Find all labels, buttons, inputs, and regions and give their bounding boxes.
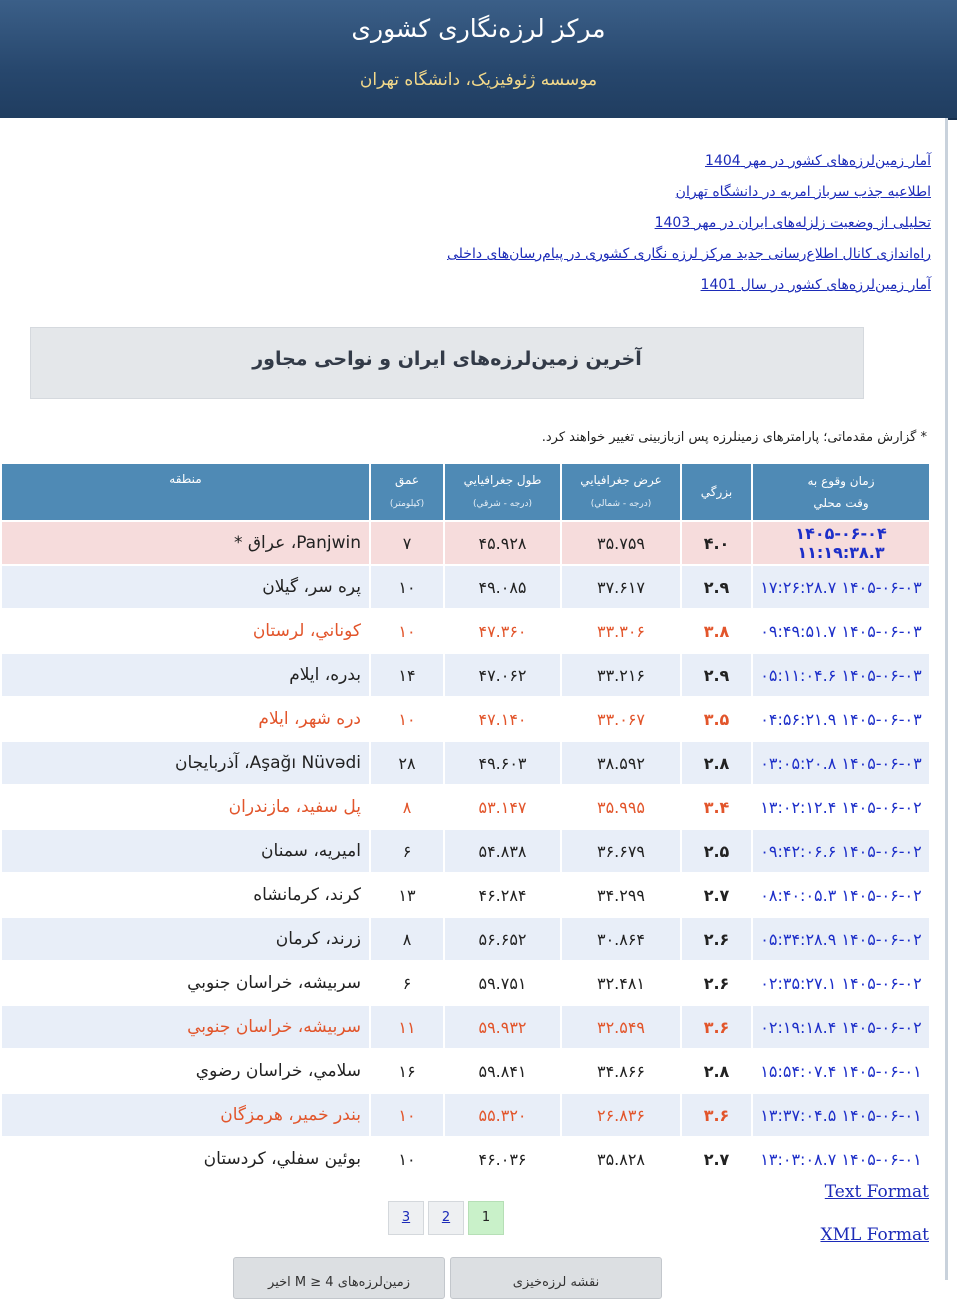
- cell-mag: ۲.۶: [682, 962, 751, 1004]
- cell-time: ۱۴۰۵-۰۶-۰۳ ۰۵:۱۱:۰۴.۶: [753, 654, 929, 696]
- col-depth-header: [371, 464, 443, 520]
- table-row[interactable]: [2, 962, 929, 1004]
- cell-lon: ۴۶.۲۸۴: [445, 874, 560, 916]
- cell-lat: ۲۶.۸۳۶: [562, 1094, 680, 1136]
- news-link[interactable]: تحلیلی از وضعیت زلزله‌های ایران در مهر 1403: [654, 215, 931, 231]
- table-row[interactable]: [2, 1094, 929, 1136]
- cell-mag: ۲.۷: [682, 1138, 751, 1180]
- cell-mag: ۲.۹: [682, 566, 751, 608]
- site-subtitle: موسسه ژئوفیزیک، دانشگاه تهران: [359, 70, 598, 90]
- col-region-header: [2, 464, 369, 520]
- header-unit: (درجه - شمالي): [590, 499, 652, 509]
- cell-mag: ۴.۰: [682, 522, 751, 564]
- cell-depth: ۱۰: [371, 1094, 443, 1136]
- cell-time: ۱۴۰۵-۰۶-۰۲ ۰۸:۴۰:۰۵.۳: [753, 874, 929, 916]
- cell-mag: ۲.۸: [682, 1050, 751, 1092]
- cell-lon: ۴۵.۹۲۸: [445, 522, 560, 564]
- cell-depth: ۱۴: [371, 654, 443, 696]
- cell-region: بوئين سفلي، كردستان: [2, 1138, 369, 1180]
- cell-depth: ۸: [371, 918, 443, 960]
- cell-lon: ۵۹.۷۵۱: [445, 962, 560, 1004]
- cell-time: ۱۴۰۵-۰۶-۰۲ ۰۲:۳۵:۲۷.۱: [753, 962, 929, 1004]
- cell-time: ۱۴۰۵-۰۶-۰۱ ۱۵:۵۴:۰۷.۴: [753, 1050, 929, 1092]
- header-label: عمق: [394, 473, 420, 487]
- cell-lon: ۴۷.۱۴۰: [445, 698, 560, 740]
- cell-region: سلامي، خراسان رضوي: [2, 1050, 369, 1092]
- cell-region: سربيشه، خراسان جنوبي: [2, 1006, 369, 1048]
- cell-depth: ۱۱: [371, 1006, 443, 1048]
- cell-depth: ۱۶: [371, 1050, 443, 1092]
- cell-lat: ۳۲.۵۴۹: [562, 1006, 680, 1048]
- preliminary-note: * گزارش مقدماتی؛ پارامترهای زمینلرزه پس ازبازبینی تغییر خواهند کرد.: [541, 430, 927, 445]
- header-label: وقت محلي: [813, 496, 869, 510]
- news-link[interactable]: راه‌اندازی کانال اطلاع‌رسانی جدید مرکز لرزه نگاری کشوری در پیام‌رسان‌های داخلی: [447, 246, 931, 262]
- section-title: آخرین زمین‌لرزه‌های ایران و نواحی مجاور: [252, 348, 642, 370]
- table-row[interactable]: [2, 1050, 929, 1092]
- cell-lat: ۳۳.۳۰۶: [562, 610, 680, 652]
- cell-depth: ۷: [371, 522, 443, 564]
- cell-region: كوناني، لرستان: [2, 610, 369, 652]
- text-format-link[interactable]: Text Format: [824, 1182, 929, 1202]
- news-links: [447, 146, 931, 301]
- cell-time: ۱۴۰۵-۰۶-۰۳ ۰۳:۰۵:۲۰.۸: [753, 742, 929, 784]
- cell-time: ۱۴۰۵-۰۶-۰۳ ۱۷:۲۶:۲۸.۷: [753, 566, 929, 608]
- pagination: [388, 1201, 504, 1235]
- cell-time: ۱۴۰۵-۰۶-۰۲ ۰۹:۴۲:۰۶.۶: [753, 830, 929, 872]
- cell-depth: ۲۸: [371, 742, 443, 784]
- table-row[interactable]: [2, 522, 929, 564]
- cell-region: بندر خمير، هرمزگان: [2, 1094, 369, 1136]
- page-2-link[interactable]: 2: [428, 1201, 464, 1235]
- cell-lon: ۵۹.۸۴۱: [445, 1050, 560, 1092]
- cell-time: ۱۴۰۵-۰۶-۰۱ ۱۳:۳۷:۰۴.۵: [753, 1094, 929, 1136]
- cell-lat: ۳۳.۲۱۶: [562, 654, 680, 696]
- cell-region: دره شهر، ايلام: [2, 698, 369, 740]
- col-mag-header: [682, 464, 751, 520]
- header-label: بزرگي: [700, 485, 733, 499]
- cell-region: كرند، كرمانشاه: [2, 874, 369, 916]
- cell-depth: ۱۰: [371, 698, 443, 740]
- cell-region: سربيشه، خراسان جنوبي: [2, 962, 369, 1004]
- cell-mag: ۳.۶: [682, 1006, 751, 1048]
- cell-depth: ۱۰: [371, 566, 443, 608]
- table-row[interactable]: [2, 1138, 929, 1180]
- cell-lon: ۴۷.۳۶۰: [445, 610, 560, 652]
- table-row[interactable]: [2, 742, 929, 784]
- cell-mag: ۳.۵: [682, 698, 751, 740]
- xml-format-link[interactable]: XML Format: [820, 1225, 929, 1245]
- cell-lat: ۳۸.۵۹۲: [562, 742, 680, 784]
- table-row[interactable]: [2, 566, 929, 608]
- cell-depth: ۸: [371, 786, 443, 828]
- cell-mag: ۲.۹: [682, 654, 751, 696]
- cell-lat: ۳۶.۶۷۹: [562, 830, 680, 872]
- cell-region: اميريه، سمنان: [2, 830, 369, 872]
- cell-depth: ۶: [371, 830, 443, 872]
- header-label: طول جغرافيايي: [463, 473, 542, 487]
- cell-mag: ۳.۸: [682, 610, 751, 652]
- cell-lon: ۵۵.۳۲۰: [445, 1094, 560, 1136]
- cell-mag: ۳.۶: [682, 1094, 751, 1136]
- cell-depth: ۶: [371, 962, 443, 1004]
- cell-time: ۱۴۰۵-۰۶-۰۴ ۱۱:۱۹:۳۸.۳: [753, 522, 929, 564]
- cell-depth: ۱۰: [371, 610, 443, 652]
- table-header-row: [2, 464, 929, 520]
- header-label: زمان وقوع به: [807, 474, 875, 488]
- main-content: [0, 118, 948, 1290]
- cell-lon: ۵۶.۶۵۲: [445, 918, 560, 960]
- news-link[interactable]: آمار زمین‌لرزه‌های کشور در مهر 1404: [705, 153, 931, 169]
- cell-lon: ۴۹.۰۸۵: [445, 566, 560, 608]
- cell-region: Panjwin، عراق *: [2, 522, 369, 564]
- earthquake-table: [0, 462, 931, 1182]
- cell-time: ۱۴۰۵-۰۶-۰۱ ۱۳:۰۳:۰۸.۷: [753, 1138, 929, 1180]
- cell-mag: ۲.۵: [682, 830, 751, 872]
- cell-lat: ۳۳.۰۶۷: [562, 698, 680, 740]
- news-link[interactable]: اطلاعیه جذب سرباز امریه در دانشگاه تهران: [675, 184, 931, 200]
- cell-lat: ۳۵.۸۲۸: [562, 1138, 680, 1180]
- site-header: [0, 0, 957, 120]
- cell-lat: ۳۷.۶۱۷: [562, 566, 680, 608]
- table-row[interactable]: [2, 1006, 929, 1048]
- site-title: مرکز لرزه‌نگاری کشوری: [351, 14, 606, 43]
- header-label: عرض جغرافيايي: [580, 473, 662, 487]
- cell-lat: ۳۴.۲۹۹: [562, 874, 680, 916]
- recent-m4-button[interactable]: زمین‌لرزه‌های M ≥ 4 اخیر: [233, 1257, 445, 1299]
- table-row[interactable]: [2, 786, 929, 828]
- col-lat-header: [562, 464, 680, 520]
- news-link[interactable]: آمار زمین‌لرزه‌های کشور در سال 1401: [700, 277, 931, 293]
- cell-mag: ۲.۷: [682, 874, 751, 916]
- cell-lon: ۴۷.۰۶۲: [445, 654, 560, 696]
- table-row[interactable]: [2, 698, 929, 740]
- cell-lat: ۳۰.۸۶۴: [562, 918, 680, 960]
- cell-time: ۱۴۰۵-۰۶-۰۲ ۰۵:۳۴:۲۸.۹: [753, 918, 929, 960]
- cell-lon: ۵۳.۱۴۷: [445, 786, 560, 828]
- table-row[interactable]: [2, 610, 929, 652]
- cell-mag: ۲.۶: [682, 918, 751, 960]
- header-unit: (كيلومتر): [389, 499, 425, 509]
- page-1-current[interactable]: 1: [468, 1201, 504, 1235]
- cell-region: پل سفيد، مازندران: [2, 786, 369, 828]
- cell-time: ۱۴۰۵-۰۶-۰۳ ۰۴:۵۶:۲۱.۹: [753, 698, 929, 740]
- cell-lat: ۳۵.۹۹۵: [562, 786, 680, 828]
- cell-time: ۱۴۰۵-۰۶-۰۲ ۰۲:۱۹:۱۸.۴: [753, 1006, 929, 1048]
- page-3-link[interactable]: 3: [388, 1201, 424, 1235]
- col-lon-header: [445, 464, 560, 520]
- cell-region: بدره، ايلام: [2, 654, 369, 696]
- seismicity-map-button[interactable]: نقشه لرزه‌خیزی: [450, 1257, 662, 1299]
- cell-lon: ۴۹.۶۰۳: [445, 742, 560, 784]
- cell-region: زرند، كرمان: [2, 918, 369, 960]
- table-row[interactable]: [2, 918, 929, 960]
- cell-lat: ۳۲.۴۸۱: [562, 962, 680, 1004]
- table-row[interactable]: [2, 874, 929, 916]
- section-banner: [30, 327, 864, 399]
- cell-depth: ۱۳: [371, 874, 443, 916]
- cell-depth: ۱۰: [371, 1138, 443, 1180]
- cell-region: پره سر، گيلان: [2, 566, 369, 608]
- cell-mag: ۳.۴: [682, 786, 751, 828]
- cell-lon: ۵۴.۸۳۸: [445, 830, 560, 872]
- table-row[interactable]: [2, 830, 929, 872]
- cell-mag: ۲.۸: [682, 742, 751, 784]
- cell-region: Aşağı Nüvədi، آذربايجان: [2, 742, 369, 784]
- col-time-header: [753, 464, 929, 520]
- cell-lon: ۵۹.۹۳۲: [445, 1006, 560, 1048]
- cell-lat: ۳۴.۸۶۶: [562, 1050, 680, 1092]
- table-row[interactable]: [2, 654, 929, 696]
- header-label: منطقه: [169, 472, 202, 486]
- cell-lon: ۴۶.۰۳۶: [445, 1138, 560, 1180]
- cell-time: ۱۴۰۵-۰۶-۰۳ ۰۹:۴۹:۵۱.۷: [753, 610, 929, 652]
- cell-time: ۱۴۰۵-۰۶-۰۲ ۱۳:۰۲:۱۲.۴: [753, 786, 929, 828]
- header-unit: (درجه - شرقي): [472, 499, 533, 509]
- cell-lat: ۳۵.۷۵۹: [562, 522, 680, 564]
